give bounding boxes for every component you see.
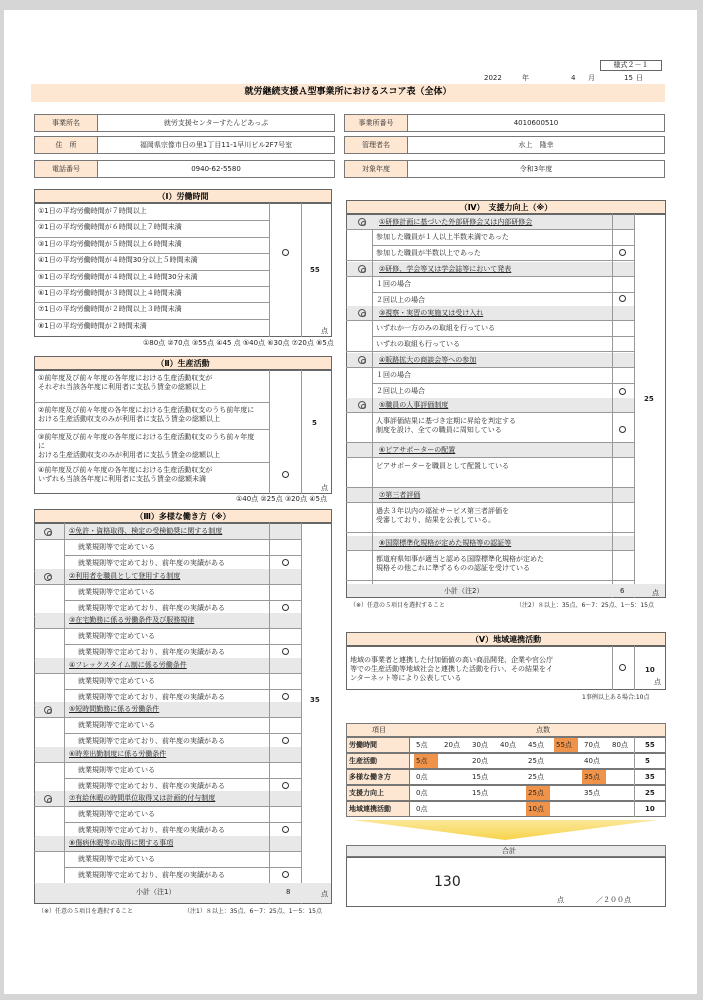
s4-divider	[346, 229, 634, 230]
s2-title: （Ⅱ）生産活動	[34, 356, 332, 370]
s3-opt-circle	[282, 826, 289, 833]
summary-cell: 55点	[556, 741, 572, 749]
summary-cell: 70点	[584, 741, 600, 749]
s3-selected-mark	[44, 573, 52, 581]
s3-opt-b: 就業規則等で定めており、前年度の実績がある	[78, 870, 225, 879]
s3-opt-circle	[282, 737, 289, 744]
s4-option: いずれの取組も行っている	[376, 340, 460, 348]
s3-opt-b: 就業規則等で定めており、前年度の実績がある	[78, 692, 225, 701]
s2-note: ①40点 ②25点 ③20点 ④5点	[236, 495, 327, 503]
manager-value: 水上 隆幸	[407, 136, 665, 154]
summary-cell: 25点	[528, 757, 544, 765]
s3-divider	[64, 733, 301, 734]
s5-title: （Ⅴ）地域連携活動	[346, 632, 666, 646]
s4-option: ２回以上の場合	[376, 296, 425, 304]
s4-selected-mark	[358, 356, 366, 364]
s4-option: 参加した職員が１人以上半数未満であった	[376, 233, 509, 241]
s3-group-title: ③在宅勤務に係る労働条件及び服務規律	[69, 616, 195, 624]
s3-divider	[34, 762, 301, 763]
s4-selected-mark	[358, 401, 366, 409]
date-day-label: 日	[636, 74, 643, 82]
s5-note: 1事例以上ある場合:10点	[582, 694, 650, 701]
summary-cell: 25点	[528, 789, 544, 797]
s2-vline	[269, 370, 270, 494]
s4-unit: 点	[652, 589, 659, 597]
s4-divider	[346, 502, 634, 503]
s3-subtotal: 8	[286, 888, 291, 896]
s4-subtotal: 6	[620, 587, 625, 595]
s4-divider	[346, 412, 634, 413]
s4-selected-mark	[358, 265, 366, 273]
s2-selected-circle	[282, 471, 289, 478]
s4-group-title: ②研修、学会等又は学会誌等において発表	[379, 265, 512, 273]
form-number: 様式２－１	[600, 60, 662, 71]
s4-subtotal-bg	[347, 584, 665, 597]
s4-divider	[346, 260, 634, 261]
summary-cell: 35点	[584, 789, 600, 797]
s4-option: 参加した職員が半数以上であった	[376, 249, 481, 257]
s4-divider	[346, 457, 634, 458]
total-label: 合計	[502, 847, 516, 855]
s3-opt-a: 就業規則等で定めている	[78, 543, 155, 551]
s3-divider	[34, 717, 301, 718]
s4-vline	[612, 214, 613, 598]
s4-option: １回の場合	[376, 280, 411, 288]
s1-item: ④1日の平均労働時間が４時間30分以上５時間未満	[38, 256, 198, 265]
s3-divider	[34, 851, 301, 852]
total-max: ／２００点	[596, 896, 631, 904]
s3-divider	[34, 539, 301, 540]
s3-divider	[64, 778, 301, 779]
s4-group-title: ③視察・実習の実施又は受け入れ	[379, 309, 484, 317]
summary-vline	[634, 769, 635, 785]
summary-row-label: 生産活動	[349, 757, 377, 765]
s3-opt-a: 就業規則等で定めている	[78, 765, 155, 774]
s4-divider	[346, 276, 634, 277]
s2-item: ②前年度及び前々年度の各年度における生産活動収支のうち前年度に おける生産活動収支のみが利用者に支払う賃金の総額以上	[38, 406, 255, 423]
s3-selected-mark	[44, 795, 52, 803]
s3-note-left: （※）任意の５項目を選択すること	[38, 908, 134, 915]
s1-item: ⑥1日の平均労働時間が３時間以上４時間未満	[38, 289, 182, 297]
s3-divider	[64, 600, 301, 601]
s4-group-title: ⑥ピアサポーターの配置	[379, 446, 456, 454]
s3-divider	[64, 689, 301, 690]
summary-cell: 5点	[416, 741, 428, 749]
s4-circle-4	[619, 388, 626, 395]
summary-row-score: 25	[645, 789, 655, 797]
summary-cell: 15点	[472, 773, 488, 781]
summary-cell: 5点	[416, 757, 428, 765]
s4-title: （Ⅳ） 支援力向上（※）	[346, 200, 666, 214]
summary-row-label: 労働時間	[349, 741, 377, 749]
summary-cell: 20点	[444, 741, 460, 749]
s3-selected-mark	[44, 706, 52, 714]
s4-option: 過去３年以内の福祉サービス第三者評価を 受審しており、結果を公表している。	[376, 507, 509, 524]
summary-cell: 45点	[528, 741, 544, 749]
s1-score: 55	[310, 266, 320, 274]
s1-note: ①80点 ②70点 ③55点 ④45 点 ⑤40点 ⑥30点 ⑦20点 ⑧5点	[143, 339, 334, 347]
summary-cell: 15点	[472, 789, 488, 797]
summary-row-score: 55	[645, 741, 655, 749]
s3-divider	[64, 555, 301, 556]
summary-cell: 0点	[416, 805, 428, 813]
s3-opt-circle	[282, 871, 289, 878]
s3-divider	[64, 822, 301, 823]
s3-divider	[34, 584, 301, 585]
summary-cell: 40点	[584, 757, 600, 765]
s3-divider	[34, 628, 301, 629]
s1-divider	[34, 237, 269, 238]
s3-opt-circle	[282, 782, 289, 789]
s3-group-title: ④フレックスタイム制に係る労働条件	[69, 660, 187, 669]
s2-item: ③前年度及び前々年度の各年度における生産活動収支のうち前々年度 に おける生産活動収支のみが利用者に支払う賃金の総額以上	[38, 433, 255, 459]
s3-group-title: ⑥時差出勤制度に係る労働条件	[69, 749, 167, 758]
s3-opt-a: 就業規則等で定めている	[78, 854, 155, 863]
s3-opt-b: 就業規則等で定めており、前年度の実績がある	[78, 826, 225, 834]
s3-opt-b: 就業規則等で定めており、前年度の実績がある	[78, 781, 225, 790]
s2-vline2	[301, 370, 302, 494]
date-year: 2022	[484, 74, 502, 82]
s3-opt-a: 就業規則等で定めている	[78, 810, 155, 818]
s1-item: ⑦1日の平均労働時間が２時間以上３時間未満	[38, 305, 182, 314]
s4-divider	[346, 580, 634, 581]
s4-option: １回の場合	[376, 371, 411, 379]
s3-opt-a: 就業規則等で定めている	[78, 721, 155, 729]
s1-divider	[34, 220, 269, 221]
s3-selected-mark	[44, 528, 52, 536]
summary-cell: 35点	[584, 773, 600, 781]
office-number-value: 4010600510	[407, 114, 665, 132]
s4-vline-left	[372, 229, 373, 584]
summary-header-bg	[346, 723, 666, 737]
summary-row-label: 多様な働き方	[349, 773, 391, 781]
s4-divider	[372, 245, 634, 246]
s3-unit: 点	[321, 890, 328, 898]
date-month-label: 月	[588, 74, 595, 82]
summary-row-score: 10	[645, 805, 655, 813]
s1-divider	[34, 270, 269, 271]
s4-group-title: ①研修計画に基づいた外部研修会又は内部研修会	[379, 218, 533, 226]
s1-divider	[34, 253, 269, 254]
s1-divider	[34, 286, 269, 287]
s4-divider	[346, 532, 634, 533]
summary-vline	[634, 785, 635, 801]
s5-vline2	[634, 646, 635, 690]
summary-row-label: 地域連携活動	[349, 805, 391, 813]
s2-divider	[34, 402, 269, 403]
s1-divider	[34, 319, 269, 320]
summary-points-header: 点数	[536, 726, 550, 734]
s4-option: 都道府県知事が適当と認める国際標準化規格が定めた 規格その他これに準ずるものの認証を受けている	[376, 555, 544, 572]
s3-opt-circle	[282, 604, 289, 611]
s4-divider	[346, 550, 634, 551]
s4-score: 25	[644, 395, 654, 403]
summary-vline	[634, 737, 635, 753]
s5-text: 地域の事業者と連携した付加価値の高い商品開発、企業や官公庁 等での生産活動等地域社会と連携した活動を行い、その結果をイ ンターネット等により公表している	[350, 656, 553, 682]
summary-row-score: 35	[645, 773, 655, 781]
s2-divider	[34, 462, 269, 463]
s3-group-title: ①免許・資格取得、検定の受検勧奨に関する制度	[69, 527, 223, 535]
s4-group-title: ⑤職員の人事評価制度	[379, 401, 449, 409]
summary-cell: 80点	[612, 741, 628, 749]
s1-unit: 点	[321, 327, 328, 335]
s1-item: ①1日の平均労働時間が７時間以上	[38, 207, 147, 215]
s3-opt-circle	[282, 559, 289, 566]
s4-option: ２回以上の場合	[376, 387, 425, 395]
s3-divider	[34, 806, 301, 807]
s2-score: 5	[312, 419, 317, 427]
s4-selected-mark	[358, 309, 366, 317]
s1-item: ⑧1日の平均労働時間が２時間未満	[38, 321, 147, 330]
s4-circle-2	[619, 295, 626, 302]
s4-group-title: ⑧国際標準化規格が定めた規格等の認証等	[379, 539, 512, 547]
s4-note-left: （※）任意の５項目を選択すること	[350, 602, 446, 609]
summary-cell: 25点	[528, 773, 544, 781]
s3-score: 35	[310, 696, 320, 704]
s3-opt-a: 就業規則等で定めている	[78, 587, 155, 596]
s4-selected-mark	[358, 218, 366, 226]
total-unit: 点	[557, 896, 564, 904]
s3-divider	[64, 644, 301, 645]
s5-circle	[619, 664, 626, 671]
s3-divider	[64, 867, 301, 868]
s1-item: ⑤1日の平均労働時間が４時間以上４時間30分未満	[38, 272, 198, 281]
s3-opt-b: 就業規則等で定めており、前年度の実績がある	[78, 737, 225, 745]
s4-option: いずれか一方のみの取組を行っている	[376, 324, 495, 332]
summary-arrow	[352, 820, 658, 840]
s2-item: ①前年度及び前々年度の各年度における生産活動収支が それぞれ当該各年度に利用者に支払う賃金の総額以上	[38, 374, 213, 391]
s4-option: 人事評価結果に基づき定期に昇給を判定する 制度を設け、全ての職員に周知している	[376, 417, 516, 434]
s1-item: ③1日の平均労働時間が５時間以上６時間未満	[38, 239, 182, 248]
s2-item: ④前年度及び前々年度の各年度における生産活動収支が いずれも当該各年度に利用者に支払う賃金の総額未満	[38, 466, 213, 483]
summary-cell: 0点	[416, 789, 428, 797]
s3-vline	[269, 523, 270, 904]
summary-item-header: 項目	[372, 726, 386, 734]
s3-vline2	[301, 523, 302, 904]
summary-cell: 20点	[472, 757, 488, 765]
s3-group-title: ⑦有給休暇の時間単位取得又は計画的付与制度	[69, 794, 216, 802]
s4-note-right: （注2）８以上：35点、6～7：25点、1～5：15点	[516, 602, 654, 609]
s1-divider	[34, 302, 269, 303]
date-month: 4	[571, 74, 576, 82]
s3-group-title: ⑤短時間勤務に係る労働条件	[69, 705, 160, 713]
s3-opt-b: 就業規則等で定めており、前年度の実績がある	[78, 603, 225, 612]
s3-note-right: （注1）８以上：35点、6～7：25点、1～5：15点	[184, 908, 322, 915]
s5-unit: 点	[654, 678, 661, 686]
s3-opt-circle	[282, 648, 289, 655]
s1-vline2	[301, 203, 302, 337]
s3-group-title: ②利用者を職員として登用する制度	[69, 571, 181, 580]
s1-selected-circle	[282, 249, 289, 256]
summary-vline	[634, 801, 635, 817]
s3-opt-circle	[282, 693, 289, 700]
s1-item: ②1日の平均労働時間が６時間以上７時間未満	[38, 223, 182, 232]
s4-group-title: ④販路拡大の商談会等への参加	[379, 356, 477, 364]
phone-value: 0940-62-5580	[97, 160, 335, 178]
summary-vline	[634, 753, 635, 769]
date-year-label: 年	[522, 74, 529, 82]
date-day: 15	[624, 74, 633, 82]
s3-vline-left	[64, 523, 65, 883]
summary-row-score: 5	[645, 757, 650, 765]
s3-divider	[34, 673, 301, 674]
s1-vline	[269, 203, 270, 337]
s3-opt-b: 就業規則等で定めており、前年度の実績がある	[78, 559, 225, 567]
total-value: 130	[434, 874, 461, 890]
s4-divider	[346, 320, 634, 321]
summary-cell: 10点	[528, 805, 544, 813]
s4-divider	[346, 367, 634, 368]
phone-label: 電話番号	[34, 160, 98, 178]
summary-cell: 40点	[500, 741, 516, 749]
address-label: 住 所	[34, 136, 98, 154]
s4-vline2	[634, 214, 635, 598]
s1-title: （Ⅰ）労働時間	[34, 189, 332, 203]
summary-cell: 30点	[472, 741, 488, 749]
s4-circle-1	[619, 249, 626, 256]
s4-option: ピアサポーターを職員として配置している	[376, 462, 509, 470]
office-name-label: 事業所名	[34, 114, 98, 132]
s4-circle-5	[619, 426, 626, 433]
s4-divider	[372, 383, 634, 384]
s4-divider	[346, 351, 634, 352]
page-title: 就労継続支援Ａ型事業所におけるスコア表（全体）	[31, 84, 665, 102]
s3-subtotal-label: 小計（注1）	[136, 888, 176, 896]
s3-opt-a: 就業規則等で定めている	[78, 676, 155, 685]
summary-row-label: 支援力向上	[349, 789, 384, 797]
s3-opt-a: 就業規則等で定めている	[78, 632, 155, 640]
target-year-value: 令和3年度	[407, 160, 665, 178]
s4-divider	[372, 292, 634, 293]
summary-cell: 0点	[416, 773, 428, 781]
manager-label: 管理者名	[344, 136, 408, 154]
target-year-label: 対象年度	[344, 160, 408, 178]
s5-score: 10	[645, 666, 655, 674]
s4-subtotal-label: 小計（注2）	[444, 587, 484, 595]
score-sheet	[4, 10, 697, 994]
s3-group-title: ⑧傷病休暇等の取得に関する事項	[69, 838, 174, 847]
office-number-label: 事業所番号	[344, 114, 408, 132]
s3-title: （Ⅲ）多様な働き方（※）	[34, 509, 332, 523]
address-value: 福岡県宗像市日の里1丁目11-1早川ビル2F7号室	[97, 136, 335, 154]
s4-divider	[372, 336, 634, 337]
s3-opt-b: 就業規則等で定めており、前年度の実績がある	[78, 648, 225, 656]
s5-vline	[612, 646, 613, 690]
office-name-value: 就労支援センターすたんどあっぷ	[97, 114, 335, 132]
s2-unit: 点	[321, 484, 328, 492]
s2-divider	[34, 429, 269, 430]
s4-group-title: ⑦第三者評価	[379, 491, 421, 499]
